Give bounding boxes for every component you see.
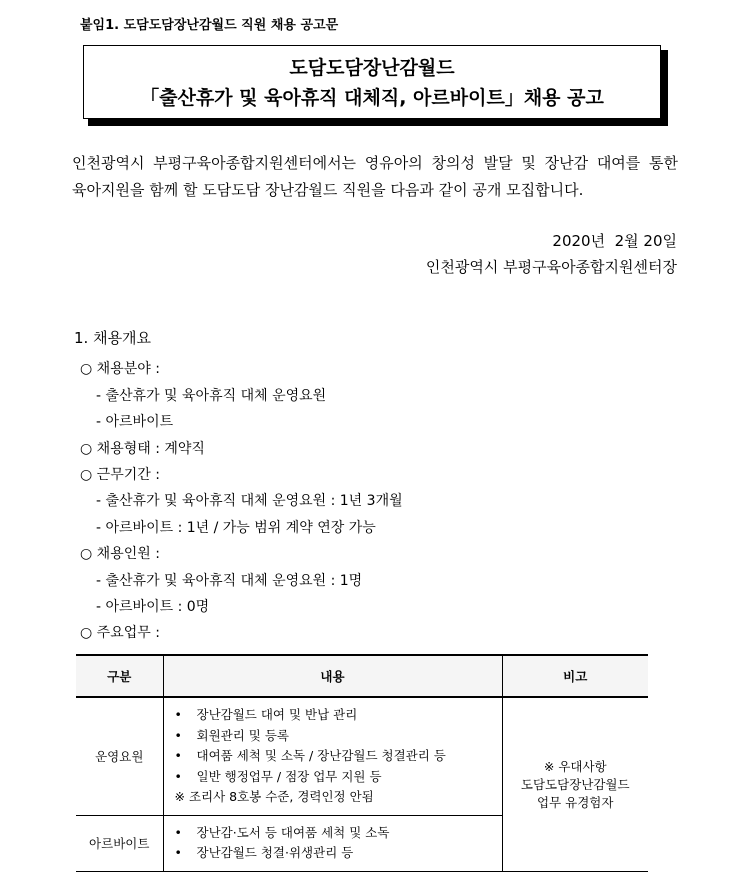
duty-item: • 장난감·도서 등 대여품 세척 및 소독: [175, 823, 501, 844]
title-line1: 도담도담장난감월드: [289, 57, 455, 79]
remark-line2: 도담도담장난감월드: [520, 777, 630, 793]
period-item: - 출산휴가 및 육아휴직 대체 운영요원 : 1년 3개월: [96, 493, 403, 509]
headcount-item: - 아르바이트 : 0명: [96, 599, 210, 615]
duty-item: • 회원관리 및 등록: [175, 726, 501, 747]
field-item: - 아르바이트: [96, 414, 174, 430]
header-content: 내용: [163, 655, 502, 697]
intro-paragraph: [72, 150, 678, 204]
headcount-item: - 출산휴가 및 육아휴직 대체 운영요원 : 1명: [96, 573, 363, 589]
bullet-icon: •: [174, 707, 182, 722]
bullet-icon: •: [174, 824, 182, 840]
remark-line1: ※ 우대사항: [543, 759, 607, 775]
period-label: ○ 근무기간 :: [80, 467, 160, 483]
bullet-icon: •: [174, 768, 182, 784]
bullet-icon: •: [174, 845, 182, 860]
table-row: [76, 697, 648, 815]
field-label: ○ 채용분야 :: [80, 361, 160, 377]
duty-item: • 장난감월드 대여 및 반납 관리: [175, 705, 501, 726]
title-box: [83, 45, 661, 119]
type-label: ○ 채용형태 : 계약직: [80, 441, 205, 457]
row-content: [163, 815, 502, 871]
header-remark: 비고: [502, 655, 648, 697]
header-category: 구분: [76, 655, 163, 697]
remark-cell: [502, 697, 648, 871]
remark-line3: 업무 유경험자: [537, 795, 614, 811]
table-header-row: [76, 655, 648, 697]
row-category: 아르바이트: [76, 815, 163, 871]
row-category: 운영요원: [76, 697, 163, 815]
intro-line1: 인천광역시 부평구육아종합지원센터에서는 영유아의 창의성 발달 및 장난감 대여를 통한: [72, 154, 678, 172]
period-item: - 아르바이트 : 1년 / 가능 범위 계약 연장 가능: [96, 520, 376, 536]
duty-item: • 대여품 세척 및 소독 / 장난감월드 청결관리 등: [175, 746, 501, 767]
duties-label: ○ 주요업무 :: [80, 625, 160, 641]
duties-table: [76, 654, 648, 872]
duty-item: • 장난감월드 청결·위생관리 등: [175, 843, 501, 864]
duty-item: • 일반 행정업무 / 점장 업무 지원 등: [175, 767, 501, 788]
issuing-organization: 인천광역시 부평구육아종합지원센터장: [425, 258, 677, 276]
section-heading: 1. 채용개요: [74, 329, 152, 347]
attachment-label: 붙임1. 도담도담장난감월드 직원 채용 공고문: [80, 18, 339, 33]
intro-line2: 육아지원을 함께 할 도담도담 장난감월드 직원을 다음과 같이 공개 모집합니다.: [72, 181, 584, 199]
headcount-label: ○ 채용인원 :: [80, 546, 160, 562]
row-content: [163, 697, 502, 815]
bullet-icon: •: [174, 748, 182, 763]
bullet-icon: •: [174, 727, 182, 743]
duty-note: ※ 조리사 8호봉 수준, 경력인정 안됨: [174, 789, 374, 804]
title-line2: 「출산휴가 및 육아휴직 대체직, 아르바이트」채용 공고: [140, 87, 604, 109]
field-item: - 출산휴가 및 육아휴직 대체 운영요원: [96, 388, 327, 404]
announcement-date: 2020년 2월 20일: [552, 232, 677, 250]
